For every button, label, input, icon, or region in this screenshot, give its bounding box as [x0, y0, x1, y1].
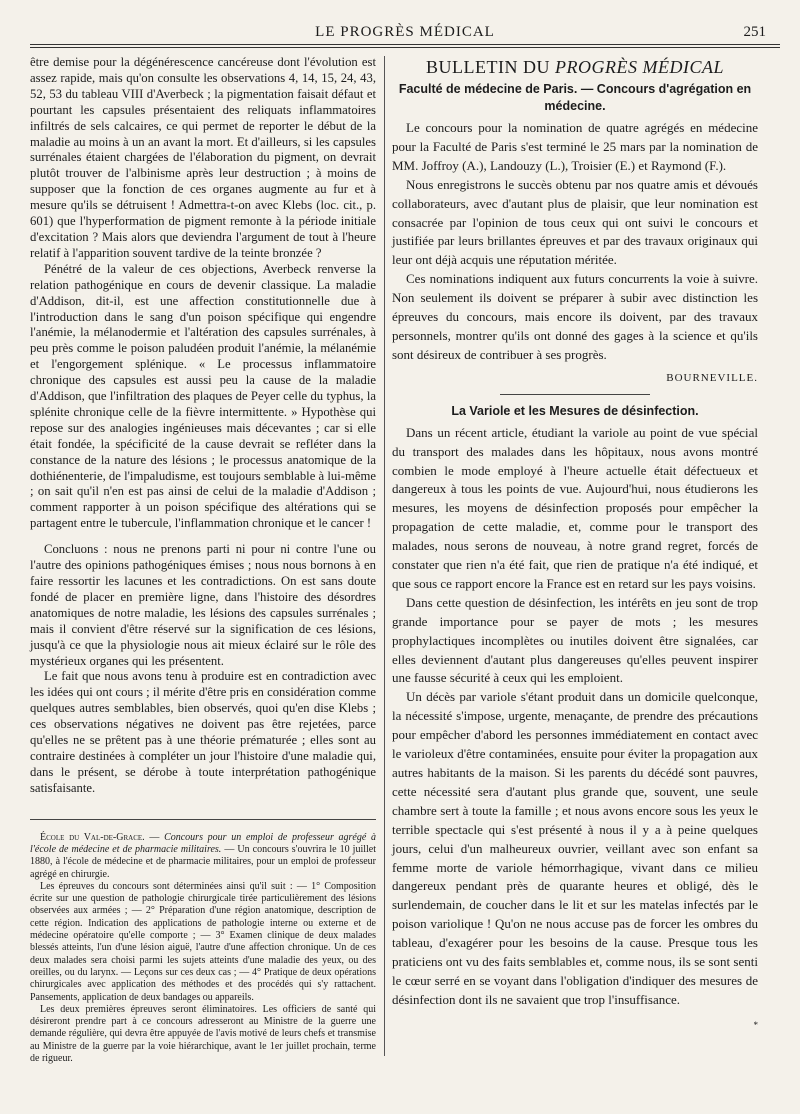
page-number: 251 — [743, 24, 766, 40]
section1-paragraph-2: Nous enregistrons le succès obtenu par nos quatre amis et dévoués collaborateurs, avec d'autant plus de plaisir, que leur nomination est consacrée par l'opinion de tous ceux qui ont suivi le concours et justifiée par leurs brillantes épreuves et par des travaux originaux qui leur ont déjà acquis une réputation méritée. — [392, 176, 758, 268]
footnote-lead: École du Val-de-Grace. — — [40, 831, 160, 843]
end-mark: * — [753, 1019, 758, 1030]
footnote-paragraph-3: Les deux premières épreuves seront éliminatoires. Les officiers de santé qui désireront prendre part à ce concours adresseront au Ministre de la guerre une demande régulière, qui devra être appuyée de l'avis motivé de leurs chefs et transmise au Ministre de la guerre par la voie hiérarchique, avant le 1er juillet prochain, terme de rigueur. — [30, 1003, 376, 1065]
section2-heading: La Variole et les Mesures de désinfection. — [451, 403, 699, 418]
journal-title: LE PROGRÈS MÉDICAL — [315, 24, 495, 40]
bulletin-title — [392, 57, 758, 77]
section2-paragraph-3: Un décès par variole s'étant produit dans un domicile quelconque, la nécessité s'impose, urgente, menaçante, de prendre des précautions pour empêcher d'abord les personnes immédiatement en contact avec le varioleux d'être contaminées, ensuite pour éviter la propagation aux autres habitants de la maison. Si les parents du décédé sont pauvres, cette nécessité sera d'autant plus grande que, souvent, une seule chambre sert à toute la famille ; et nous avons encore sous les yeux le terrible spectacle qui s'est présenté à nous il y a à peine quelques jours, celui d'un malheureux ouvrier, veillant avec son enfant sa femme morte de variole hémorrhagique, vivant dans ce milieu dangereux pendant près de quarante heures et obligé, dès le surlendemain, de coucher dans le lit et sur les matelas infectés par le poison variolique ! Qu'on ne nous accuse pas de forcer les ombres du tableau, d'exagérer pour les besoins de la cause. Presque tous les praticiens ont vu des faits semblables et, comme nous, ils se sont senti le cœur serré en se voyant dans l'obligation d'indiquer des mesures de désinfection dont ils ne savaient que trop l'insuffisance. — [392, 689, 758, 1007]
section2-paragraph-2: Dans cette question de désinfection, les intérêts en jeu sont de trop grande importance pour se payer de mots ; les mesures prophylactiques incomplètes ou inutiles doivent être signalées, car elles deviennent d'autant plus dangereuses qu'elles peuvent inspirer une fausse sécurité à ceux qui les emploient. — [392, 594, 758, 686]
left-paragraph-2: Pénétré de la valeur de ces objections, Averbeck renverse la relation pathogénique en cours de devenir classique. La maladie d'Addison, dit-il, est une affection constitutionnelle due à l'introduction dans le sang d'un poison spécifique qui engendre l'anémie, la mélanodermie et l'altération des capsules surrénales, à peu près comme le poison paludéen produit l'anémie, la mélanémie et l'engorgement splénique. « Le processus inflammatoire chronique des capsules est aussi peu la cause de la maladie d'Addison, que l'infiltration des plaques de Peyer celle du typhus, la splénite chronique celle de la fièvre intermittente. » Hypothèse qui repose sur des analogies ingénieuses mais décevantes ; car si elle était fondée, la spécificité de la cause devrait se refléter dans la constance de la nature des lésions ; le processus anatomique de la dothiénenterie, de l'impaludisme, est toujours semblable à lui-même ; on sait qu'il n'en est pas ainsi de celui de la maladie d'Addison ; comment rapporter à un poison spécifique des altérations qui se partagent entre le tubercule, l'inflammation chronique et le cancer ! — [30, 261, 376, 531]
footnote-lead-rest: — Un concours s'ouvrira le 10 juillet 1880, à l'école de médecine et de pharmacie militaires, pour un emploi de professeur agrégé en chirurgie. — [30, 843, 377, 880]
page-header — [30, 20, 780, 48]
section1-paragraph-3: Ces nominations indiquent aux futurs concurrents la voie à suivre. Non seulement ils doivent se préparer à subir avec distinction les épreuves du concours, mais encore ils doivent, par des travaux personnels, montrer qu'ils ont donné des gages à la science et qu'ils sont désireux de contribuer à ses progrès. — [392, 271, 758, 362]
footnote-lead-italic: Concours pour un emploi de professeur agrégé à l'école de médecine et de pharmacie militaires. — [30, 831, 377, 855]
signature: BOURNEVILLE. — [666, 371, 758, 384]
right-column — [392, 55, 758, 1035]
left-column — [30, 55, 376, 1065]
header-rule — [30, 44, 780, 48]
footnote-paragraph-2: Les épreuves du concours sont déterminées ainsi qu'il suit : — 1° Composition écrite sur une question de pathologie chirurgicale tirée particulièrement des lésions observées aux armées ; — 2° Préparation d'une région anatomique, description de cette région. Indication des applications de pathologie interne ou externe et de médecine opératoire qu'elle comporte ; — 3° Examen clinique de deux malades blessés atteints, l'un d'une lésion aiguë, l'autre d'une affection chronique. Un de ces deux malades sera choisi parmi les sujets atteints d'une maladie des yeux, ou des oreilles, ou du larynx. — Leçons sur ces deux cas ; — 4° Pratique de deux opérations chirurgicales avec application des méthodes et des procédés qui s'y rattachent. Pansements, application de deux bandages ou appareils. — [30, 880, 376, 1003]
bulletin-title-b: PROGRÈS MÉDICAL — [555, 57, 724, 77]
section1-heading: Faculté de médecine de Paris. — Concours d'agrégation en médecine. — [398, 82, 752, 113]
footnote-rule — [30, 819, 376, 820]
bulletin-title-a: BULLETIN DU — [426, 57, 550, 77]
left-paragraph-1: être demise pour la dégénérescence cancéreuse dont l'évolution est assez rapide, mais qu'on consulte les observations 4, 14, 15, 24, 43, 52, 53 du tableau VIII d'Averbeck ; la pigmentation faisait défaut et pourtant les capsules présentaient des reliquats inflammatoires infiltrés de sels calcaires, ce qui permet de reporter le début de la maladie au moins à un an avant la mort. Et d'ailleurs, si les capsules surrénales étaient chargées de l'élaboration du pigment, on devrait plutôt trouver de l'albinisme après leur destruction ; à moins de supposer que la fonction de ces organes augmente au fur et à mesure qu'ils se détruisent ! Admettra-t-on avec Klebs (loc. cit., p. 601) que l'hyperformation de pigment remonte à la période initiale d'excitation ? Mais alors que deviendra l'argument de tout à l'heure relatif à l'apparition souvent tardive de la teinte bronzée ? — [30, 55, 376, 260]
left-paragraph-4: Le fait que nous avons tenu à produire est en contradiction avec les idées qui ont cours ; il mérite d'être pris en considération comme quelques autres semblables, bien observés, quoi qu'en dise Klebs ; ces observations négatives ne doivent pas être rejetées, parce qu'elles ne se prêtent pas à une théorie prématurée ; elles sont au contraire destinées à compléter un jour l'histoire d'une maladie qui, dans le présent, se dérobe à toute interprétation pathogénique satisfaisante. — [30, 669, 376, 795]
left-paragraph-3: Concluons : nous ne prenons parti ni pour ni contre l'une ou l'autre des opinions pathogéniques émises ; nous nous bornons à en faire ressortir les lacunes et les contradictions. On est sans doute fondé de placer en première ligne, dans l'histoire des désordres anatomiques de notre maladie, les lésions des capsules surrénales ; mais il convient d'être réservé sur la signification de ces lésions, jusqu'à ce que la physiologie nous ait mieux éclairé sur le rôle des mystérieux organes qui les présentent. — [30, 542, 376, 668]
footnote — [30, 832, 376, 1066]
column-divider — [384, 56, 385, 1056]
section-rule — [500, 394, 650, 395]
section2-paragraph-1: Dans un récent article, étudiant la variole au point de vue spécial du transport des malades dans les hôpitaux, nous avons montré combien le mode employé à l'heure actuelle était défectueux et dangereux à tous les points de vue. Aujourd'hui, nous étudierons les mesures, les moyens de désinfection proposés pour empêcher la propagation de cette maladie, et, comme pour le transport des malades, nous serons de nouveau, à notre grand regret, forcés de constater que rien n'a été fait, que rien de pratique n'a été indiqué, et que sous ce rapport encore la France est en retard sur les pays voisins. — [392, 424, 758, 591]
section1-paragraph-1: Le concours pour la nomination de quatre agrégés en médecine pour la Faculté de Paris s'est terminé le 25 mars par la nomination de MM. Joffroy (A.), Landouzy (L.), Troisier (E.) et Raymond (F.). — [392, 120, 758, 173]
